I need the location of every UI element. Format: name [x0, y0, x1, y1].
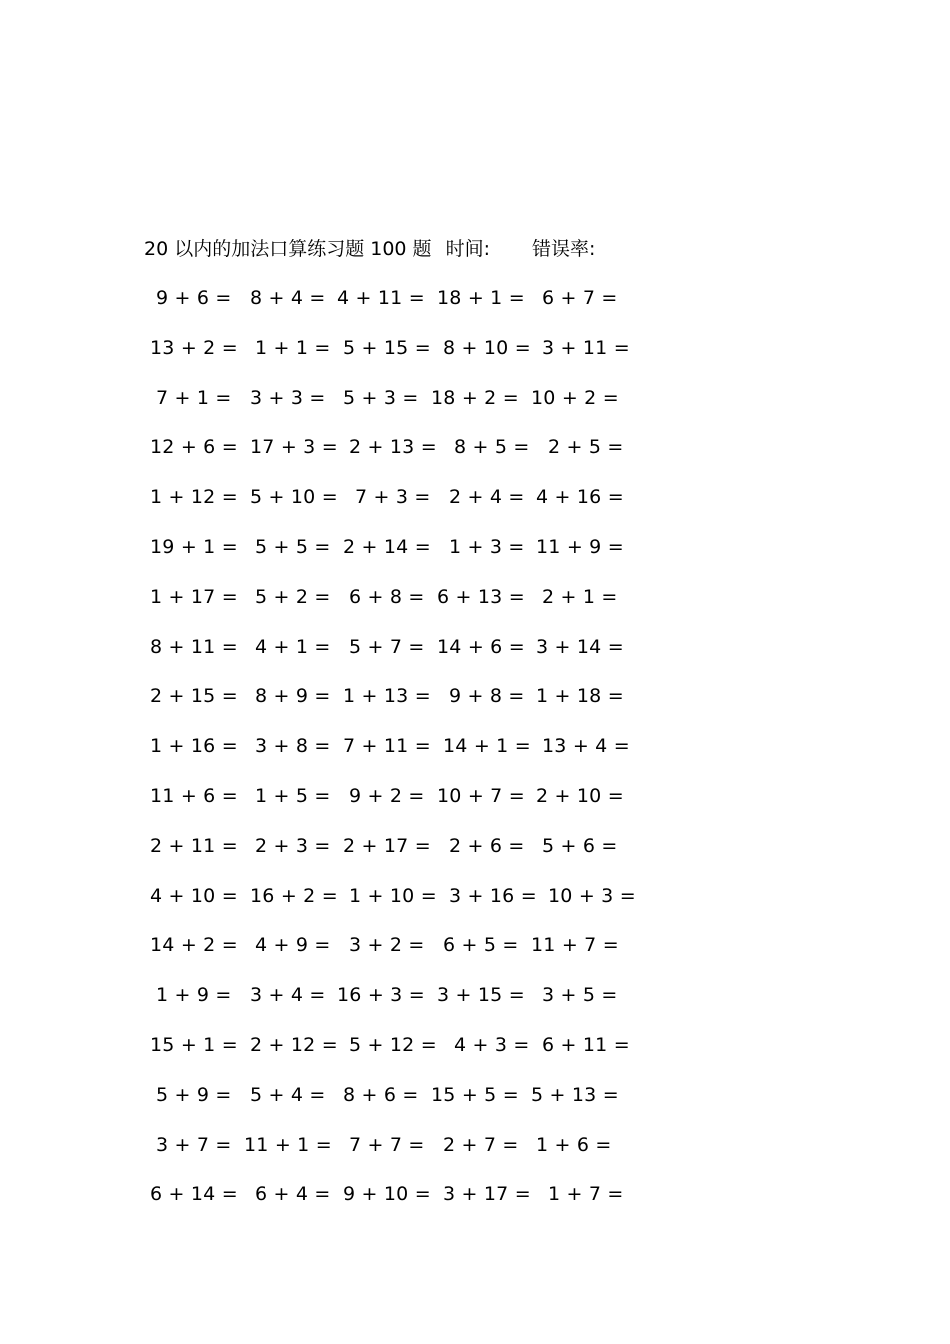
- addition-problem: 5 + 15 =: [343, 337, 431, 359]
- addition-problem: 6 + 11 =: [542, 1034, 630, 1056]
- addition-problem: 18 + 2 =: [431, 387, 519, 409]
- addition-problem: 1 + 1 =: [255, 337, 331, 359]
- addition-problem: 7 + 11 =: [343, 735, 431, 757]
- addition-problem: 1 + 16 =: [150, 735, 238, 757]
- addition-problem: 13 + 2 =: [150, 337, 238, 359]
- addition-problem: 15 + 1 =: [150, 1034, 238, 1056]
- addition-problem: 4 + 10 =: [150, 885, 238, 907]
- addition-problem: 17 + 3 =: [250, 436, 338, 458]
- addition-problem: 3 + 4 =: [250, 984, 326, 1006]
- addition-problem: 1 + 7 =: [548, 1183, 624, 1205]
- addition-problem: 3 + 15 =: [437, 984, 525, 1006]
- addition-problem: 2 + 1 =: [542, 586, 618, 608]
- addition-problem: 8 + 4 =: [250, 287, 326, 309]
- addition-problem: 3 + 16 =: [449, 885, 537, 907]
- addition-problem: 9 + 10 =: [343, 1183, 431, 1205]
- addition-problem: 7 + 1 =: [156, 387, 232, 409]
- addition-problem: 15 + 5 =: [431, 1084, 519, 1106]
- addition-problem: 7 + 3 =: [355, 486, 431, 508]
- addition-problem: 10 + 2 =: [531, 387, 619, 409]
- addition-problem: 6 + 8 =: [349, 586, 425, 608]
- addition-problem: 1 + 12 =: [150, 486, 238, 508]
- addition-problem: 11 + 7 =: [531, 934, 619, 956]
- addition-problem: 5 + 2 =: [255, 586, 331, 608]
- addition-problem: 8 + 9 =: [255, 685, 331, 707]
- addition-problem: 19 + 1 =: [150, 536, 238, 558]
- addition-problem: 9 + 6 =: [156, 287, 232, 309]
- addition-problem: 10 + 3 =: [548, 885, 636, 907]
- error-rate-label: 错误率:: [531, 238, 596, 260]
- addition-problem: 3 + 17 =: [443, 1183, 531, 1205]
- addition-problem: 2 + 7 =: [443, 1134, 519, 1156]
- addition-problem: 6 + 13 =: [437, 586, 525, 608]
- addition-problem: 16 + 3 =: [337, 984, 425, 1006]
- addition-problem: 2 + 14 =: [343, 536, 431, 558]
- addition-problem: 3 + 3 =: [250, 387, 326, 409]
- time-label: 时间:: [445, 238, 490, 260]
- addition-problem: 11 + 6 =: [150, 785, 238, 807]
- addition-problem: 9 + 2 =: [349, 785, 425, 807]
- addition-problem: 13 + 4 =: [542, 735, 630, 757]
- addition-problem: 1 + 9 =: [156, 984, 232, 1006]
- addition-problem: 1 + 5 =: [255, 785, 331, 807]
- addition-problem: 2 + 17 =: [343, 835, 431, 857]
- addition-problem: 5 + 13 =: [531, 1084, 619, 1106]
- addition-problem: 2 + 10 =: [536, 785, 624, 807]
- addition-problem: 2 + 15 =: [150, 685, 238, 707]
- addition-problem: 4 + 1 =: [255, 636, 331, 658]
- addition-problem: 14 + 6 =: [437, 636, 525, 658]
- addition-problem: 1 + 17 =: [150, 586, 238, 608]
- addition-problem: 10 + 7 =: [437, 785, 525, 807]
- addition-problem: 5 + 12 =: [349, 1034, 437, 1056]
- addition-problem: 16 + 2 =: [250, 885, 338, 907]
- addition-problem: 1 + 6 =: [536, 1134, 612, 1156]
- addition-problem: 1 + 13 =: [343, 685, 431, 707]
- addition-problem: 8 + 6 =: [343, 1084, 419, 1106]
- addition-problem: 5 + 3 =: [343, 387, 419, 409]
- addition-problem: 2 + 5 =: [548, 436, 624, 458]
- worksheet-title: 20 以内的加法口算练习题 100 题: [144, 238, 432, 260]
- addition-problem: 7 + 7 =: [349, 1134, 425, 1156]
- addition-problem: 12 + 6 =: [150, 436, 238, 458]
- addition-problem: 3 + 8 =: [255, 735, 331, 757]
- addition-problem: 5 + 6 =: [542, 835, 618, 857]
- addition-problem: 5 + 10 =: [250, 486, 338, 508]
- addition-problem: 3 + 11 =: [542, 337, 630, 359]
- addition-problem: 5 + 4 =: [250, 1084, 326, 1106]
- addition-problem: 5 + 5 =: [255, 536, 331, 558]
- addition-problem: 1 + 10 =: [349, 885, 437, 907]
- addition-problem: 14 + 1 =: [443, 735, 531, 757]
- addition-problem: 18 + 1 =: [437, 287, 525, 309]
- addition-problem: 3 + 5 =: [542, 984, 618, 1006]
- addition-problem: 3 + 14 =: [536, 636, 624, 658]
- addition-problem: 5 + 9 =: [156, 1084, 232, 1106]
- addition-problem: 6 + 14 =: [150, 1183, 238, 1205]
- addition-problem: 1 + 18 =: [536, 685, 624, 707]
- addition-problem: 11 + 1 =: [244, 1134, 332, 1156]
- addition-problem: 11 + 9 =: [536, 536, 624, 558]
- addition-problem: 2 + 3 =: [255, 835, 331, 857]
- addition-problem: 4 + 11 =: [337, 287, 425, 309]
- addition-problem: 6 + 7 =: [542, 287, 618, 309]
- addition-problem: 8 + 10 =: [443, 337, 531, 359]
- addition-problem: 2 + 12 =: [250, 1034, 338, 1056]
- addition-problem: 14 + 2 =: [150, 934, 238, 956]
- addition-problem: 8 + 5 =: [454, 436, 530, 458]
- addition-problem: 2 + 6 =: [449, 835, 525, 857]
- worksheet-header: [144, 236, 595, 262]
- addition-problem: 1 + 3 =: [449, 536, 525, 558]
- addition-problem: 5 + 7 =: [349, 636, 425, 658]
- addition-problem: 2 + 11 =: [150, 835, 238, 857]
- addition-problem: 6 + 4 =: [255, 1183, 331, 1205]
- addition-problem: 4 + 3 =: [454, 1034, 530, 1056]
- addition-problem: 4 + 9 =: [255, 934, 331, 956]
- addition-problem: 8 + 11 =: [150, 636, 238, 658]
- addition-problem: 3 + 2 =: [349, 934, 425, 956]
- addition-problem: 2 + 4 =: [449, 486, 525, 508]
- addition-problem: 3 + 7 =: [156, 1134, 232, 1156]
- addition-problem: 4 + 16 =: [536, 486, 624, 508]
- addition-problem: 6 + 5 =: [443, 934, 519, 956]
- addition-problem: 2 + 13 =: [349, 436, 437, 458]
- addition-problem: 9 + 8 =: [449, 685, 525, 707]
